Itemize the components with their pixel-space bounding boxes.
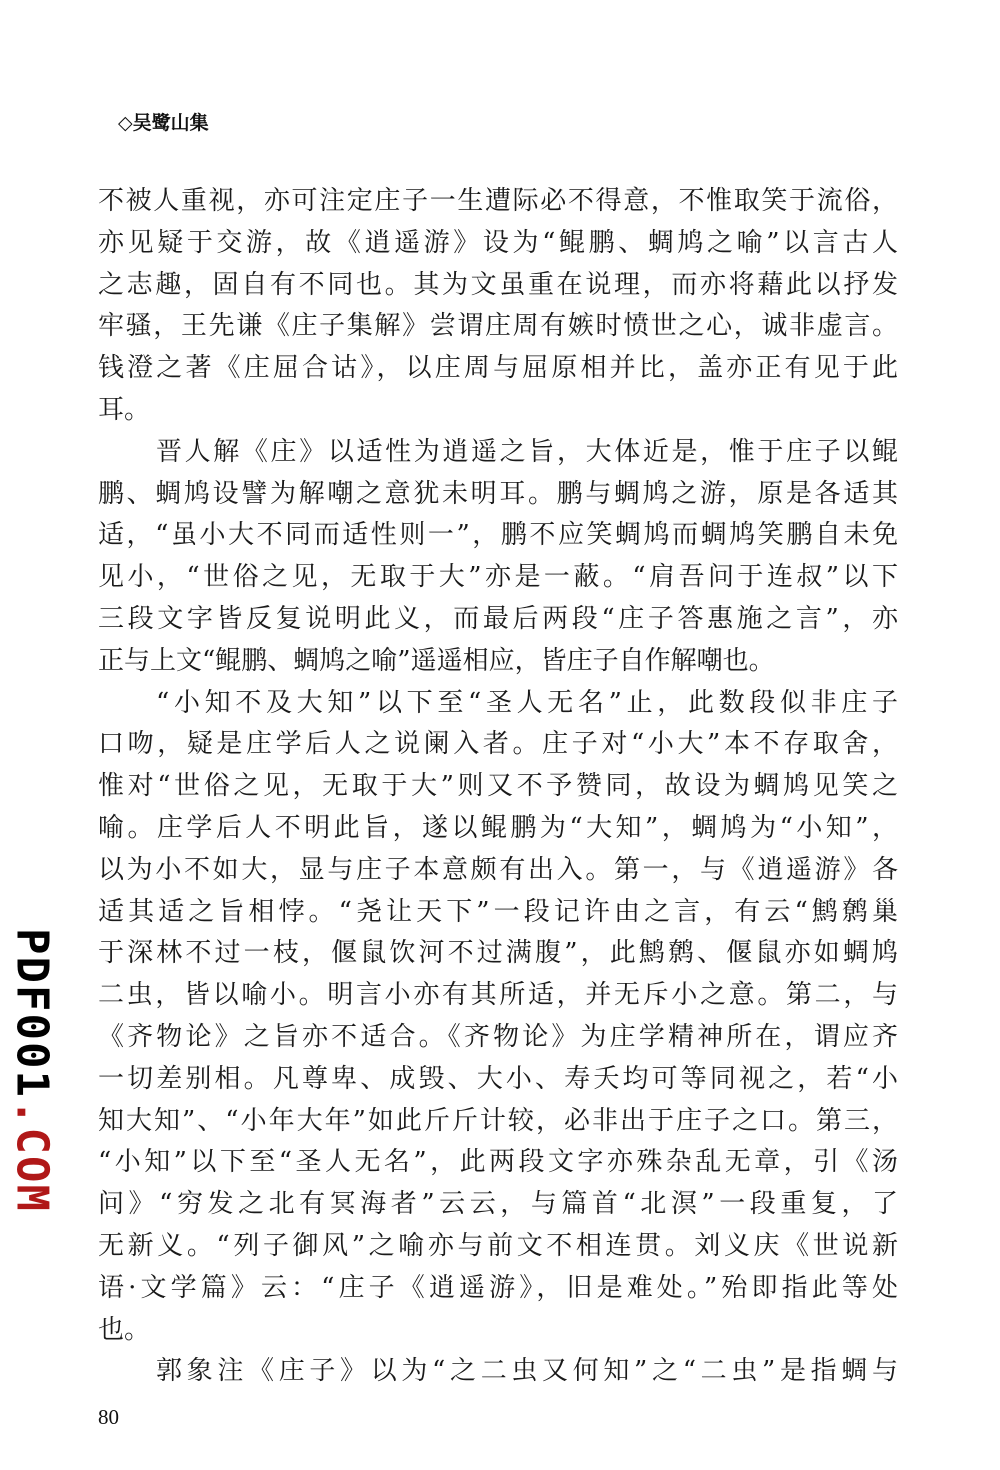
text-line: 耳。 (98, 394, 151, 425)
text-line: 适，“虽小大不同而适性则一”，鹏不应笑蜩鸠而蜩鸠笑鹏自未免 (98, 520, 898, 551)
text-line: 三段文字皆反复说明此义，而最后两段“庄子答惠施之言”，亦 (98, 603, 898, 634)
text-line: 亦见疑于交游，故《逍遥游》设为“鲲鹏、蜩鸠之喻”以言古人 (98, 227, 898, 258)
text-line: 正与上文“鲲鹏、蜩鸠之喻”遥遥相应，皆庄子自作解嘲也。 (98, 645, 775, 676)
text-line: 一切差别相。凡尊卑、成毁、大小、寿夭均可等同视之，若“小 (98, 1063, 898, 1094)
text-line: 于深林不过一枝，偃鼠饮河不过满腹”，此鹪鹩、偃鼠亦如蜩鸠 (98, 938, 898, 969)
body-text (98, 181, 898, 1393)
running-header: ◇吴鹭山集 (118, 112, 209, 134)
text-line: 也。 (98, 1314, 151, 1345)
text-line: 语·文学篇》云：“庄子《逍遥游》，旧是难处。”殆即指此等处 (98, 1272, 898, 1303)
text-line: 钱澄之著《庄屈合诂》，以庄周与屈原相并比，盖亦正有见于此 (98, 353, 898, 384)
text-line: 无新义。“列子御风”之喻亦与前文不相连贯。刘义庆《世说新 (98, 1230, 898, 1261)
text-line: 见小，“世俗之见，无取于大”亦是一蔽。“肩吾问于连叔”以下 (98, 562, 898, 593)
text-line: 喻。庄学后人不明此旨，遂以鲲鹏为“大知”，蜩鸠为“小知”， (98, 812, 898, 843)
text-line: 以为小不如大，显与庄子本意颇有出入。第一，与《逍遥游》各 (98, 854, 898, 885)
watermark-prefix: PDF001 (6, 928, 58, 1099)
paragraph-first-line: “小知不及大知”以下至“圣人无名”止，此数段似非庄子 (156, 687, 898, 718)
text-line: 牢骚，王先谦《庄子集解》尝谓庄周有嫉时愤世之心，诚非虚言。 (98, 311, 898, 342)
text-line: 知大知”、“小年大年”如此斤斤计较，必非出于庄子之口。第三， (98, 1105, 898, 1136)
text-line: 不被人重视，亦可注定庄子一生遭际必不得意，不惟取笑于流俗， (98, 186, 898, 216)
text-line: 问》“穷发之北有冥海者”云云，与篇首“北溟”一段重复，了 (98, 1189, 898, 1220)
text-line: 《齐物论》之旨亦不适合。《齐物论》为庄学精神所在，谓应齐 (98, 1021, 898, 1052)
paragraph-first-line: 郭象注《庄子》以为“之二虫又何知”之“二虫”是指蜩与 (156, 1356, 898, 1387)
site-watermark (7, 921, 58, 1221)
paragraph-first-line: 晋人解《庄》以适性为逍遥之旨，大体近是，惟于庄子以鲲 (156, 436, 898, 467)
page-number: 80 (98, 1405, 119, 1429)
watermark-suffix: .COM (6, 1098, 58, 1213)
text-line: 鹏、蜩鸠设譬为解嘲之意犹未明耳。鹏与蜩鸠之游，原是各适其 (98, 478, 898, 509)
text-line: 二虫，皆以喻小。明言小亦有其所适，并无斥小之意。第二，与 (98, 980, 898, 1011)
text-line: 惟对“世俗之见，无取于大”则又不予赞同，故设为蜩鸠见笑之 (98, 771, 898, 802)
text-line: 适其适之旨相悖。“尧让天下”一段记许由之言，有云“鹪鹩巢 (98, 896, 898, 927)
text-line: 之志趣，固自有不同也。其为文虽重在说理，而亦将藉此以抒发 (98, 269, 898, 300)
text-line: “小知”以下至“圣人无名”，此两段文字亦殊杂乱无章，引《汤 (98, 1147, 898, 1178)
text-line: 口吻，疑是庄学后人之说阑入者。庄子对“小大”本不存取舍， (98, 729, 898, 760)
